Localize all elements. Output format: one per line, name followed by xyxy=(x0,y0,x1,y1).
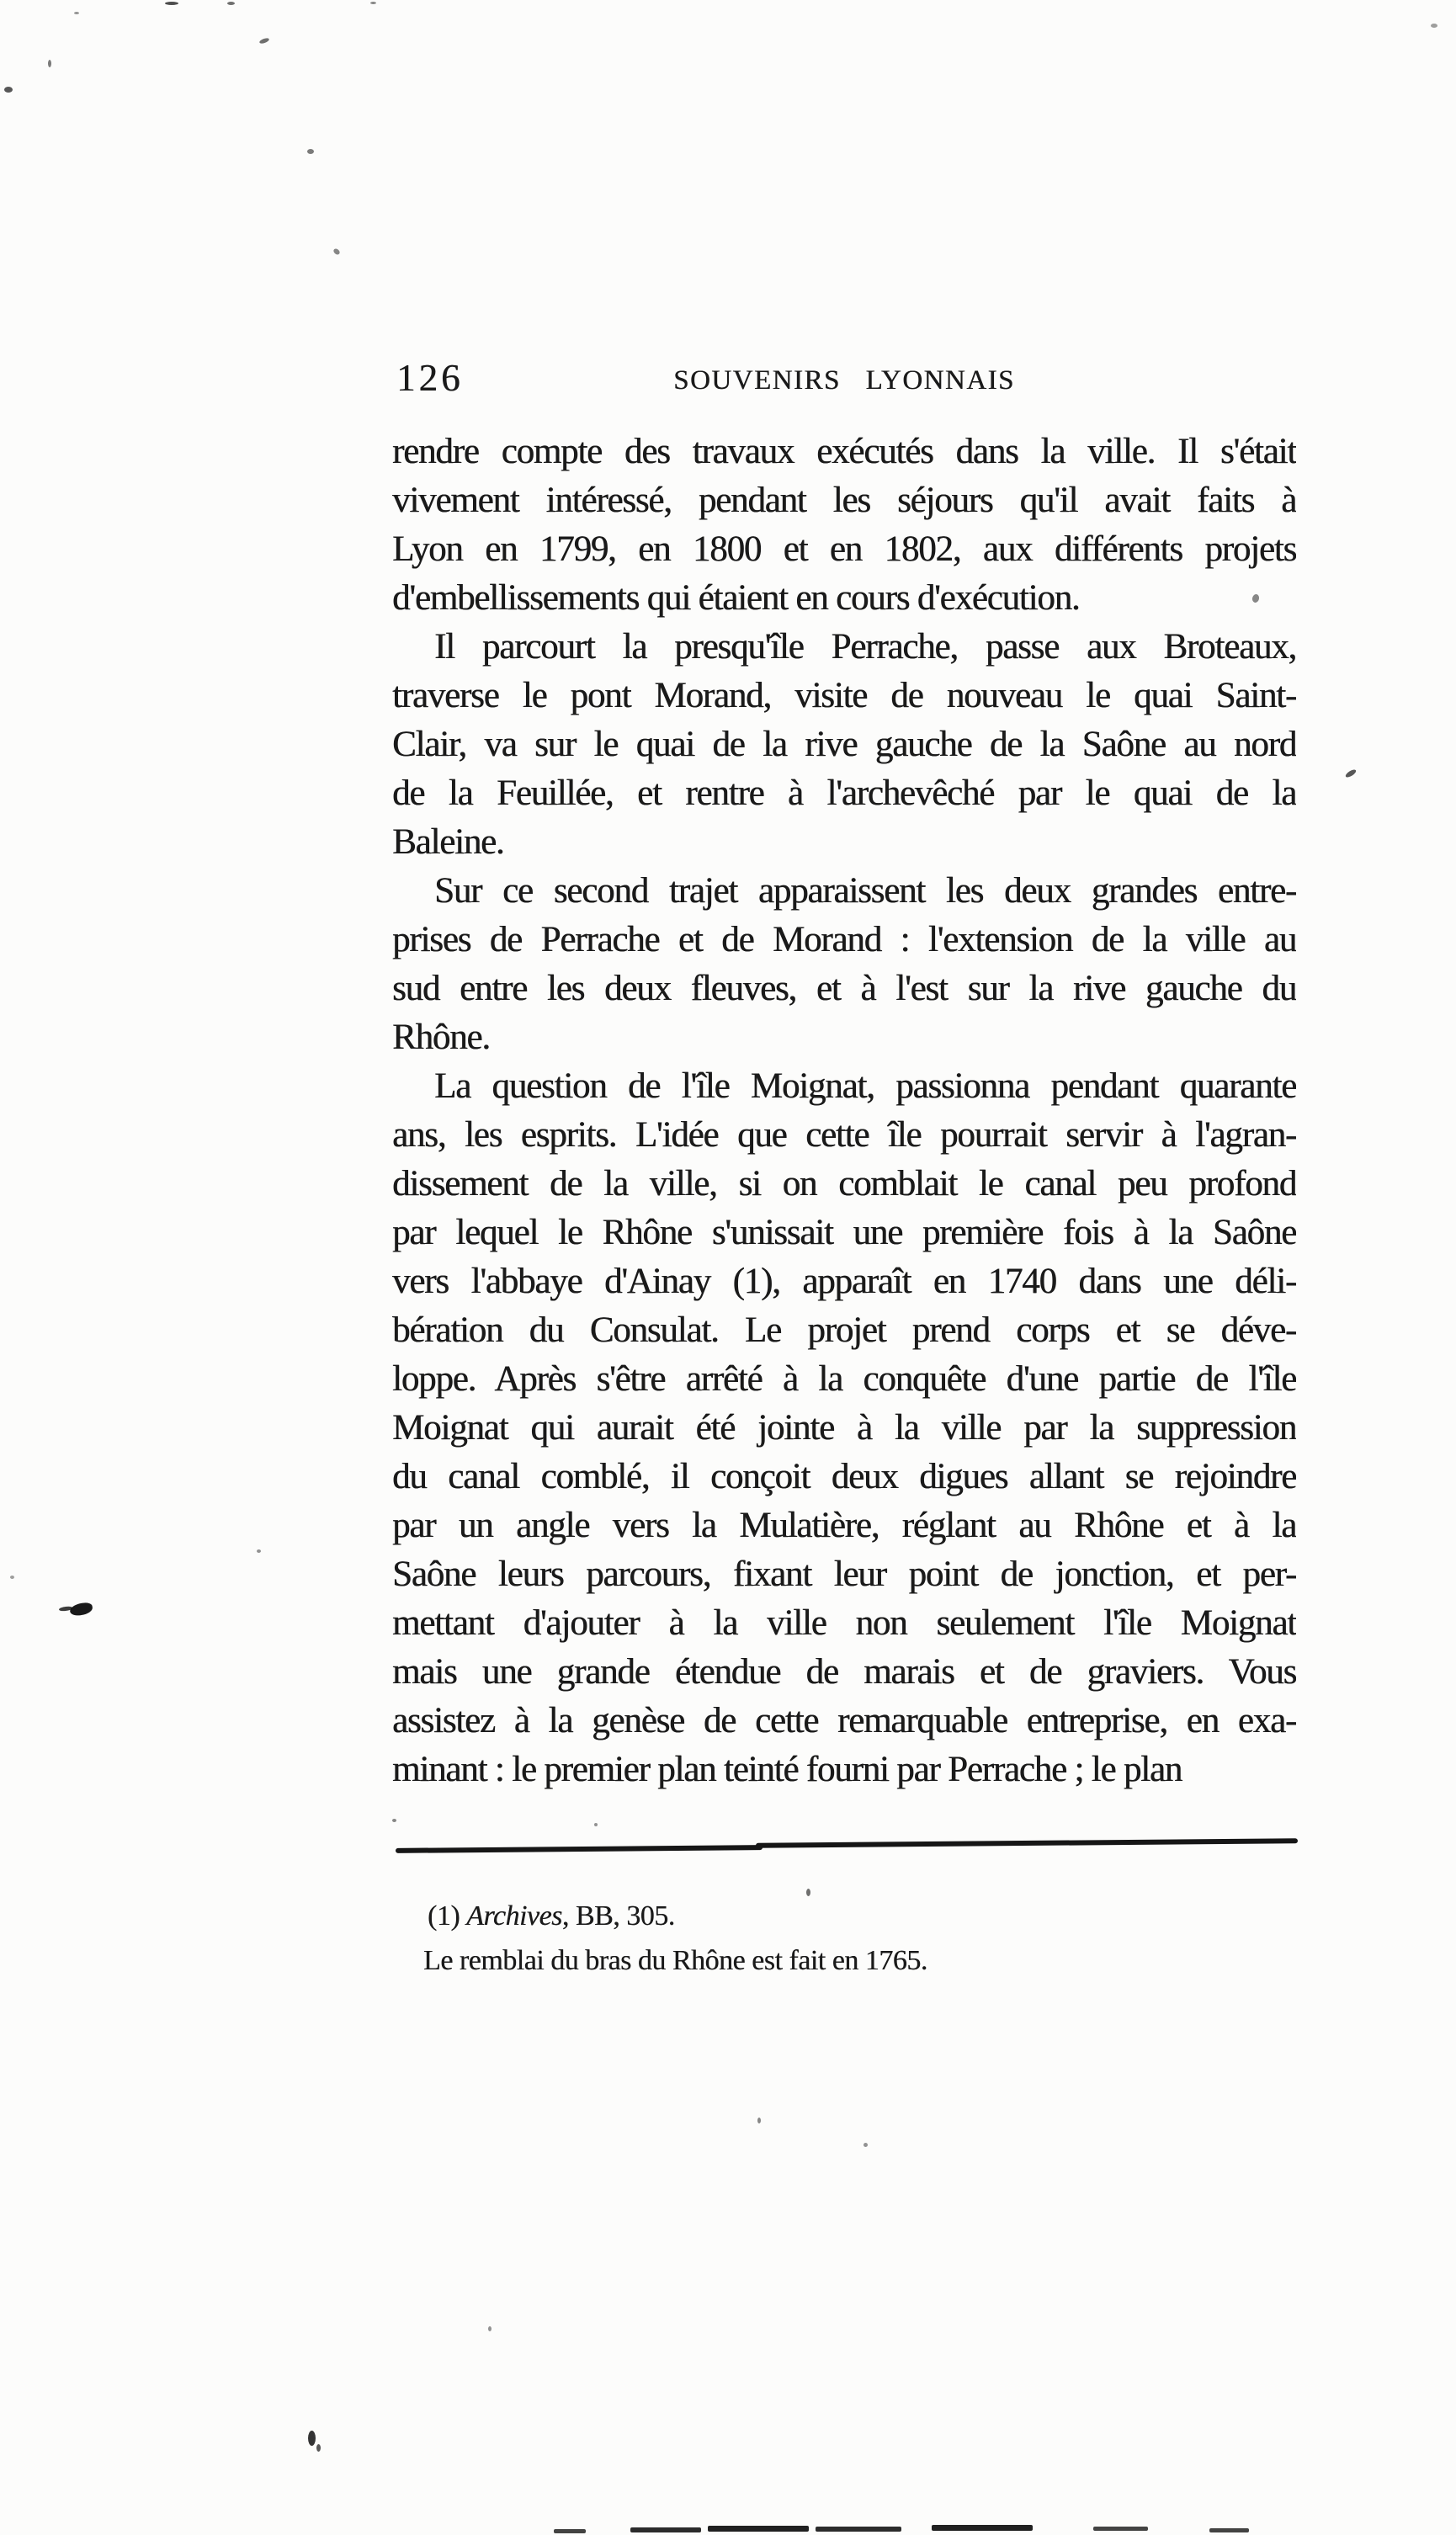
body-line: dissement de la ville, si on comblait le canal peu profond xyxy=(392,1164,1296,1204)
ink-speck xyxy=(488,2326,492,2331)
body-line: Clair, va sur le quai de la rive gauche de la Saône au nord xyxy=(392,725,1296,764)
body-line: traverse le pont Morand, visite de nouveau le quai Saint- xyxy=(392,676,1296,715)
scan-edge-dash xyxy=(1209,2528,1249,2532)
page-number: 126 xyxy=(396,357,464,399)
ink-speck xyxy=(10,1576,14,1579)
ink-speck xyxy=(259,37,270,45)
ink-blot xyxy=(69,1602,93,1617)
ink-speck xyxy=(308,2431,316,2446)
separator-segment xyxy=(396,1845,763,1853)
scan-edge-dash xyxy=(1093,2527,1148,2531)
ink-speck xyxy=(316,2444,321,2452)
ink-speck xyxy=(392,1819,396,1822)
body-line: prises de Perrache et de Morand : l'extension de la ville au xyxy=(392,920,1296,959)
ink-speck xyxy=(48,60,51,67)
body-line: Moignat qui aurait été jointe à la ville par la suppression xyxy=(392,1408,1296,1448)
separator-segment xyxy=(756,1838,1298,1848)
body-line: sud entre les deux fleuves, et à l'est sur la rive gauche du xyxy=(392,969,1296,1008)
footnote-line xyxy=(423,1938,1299,1983)
ink-speck xyxy=(864,2143,868,2147)
body-line: par lequel le Rhône s'unissait une première fois à la Saône xyxy=(392,1213,1296,1252)
body-line: assistez à la genèse de cette remarquable entreprise, en exa- xyxy=(392,1701,1296,1740)
scan-edge-dash xyxy=(630,2527,701,2532)
ink-speck xyxy=(74,12,79,14)
scan-edge-dash xyxy=(708,2526,809,2532)
scan-edge-dash xyxy=(932,2525,1033,2531)
ink-speck xyxy=(806,1889,810,1896)
footnote-text: Le remblai du bras du Rhône est fait en 1765. xyxy=(423,1945,927,1976)
body-line: d'embellissements qui étaient en cours d'exécution. xyxy=(392,578,1080,618)
ink-speck xyxy=(757,2118,761,2123)
body-line: Rhône. xyxy=(392,1018,490,1057)
footnote-text: , BB, 305. xyxy=(561,1900,675,1932)
ink-speck xyxy=(307,149,314,154)
ink-speck xyxy=(4,87,13,93)
body-line: vivement intéressé, pendant les séjours qu'il avait faits à xyxy=(392,481,1296,520)
body-line: mettant d'ajouter à la ville non seulement l'île Moignat xyxy=(392,1603,1296,1643)
ink-speck xyxy=(1344,768,1357,779)
ink-speck xyxy=(257,1549,261,1553)
footnote xyxy=(423,1894,1299,1983)
body-line: bération du Consulat. Le projet prend corps et se déve- xyxy=(392,1310,1296,1350)
body-line: Saône leurs parcours, fixant leur point de jonction, et per- xyxy=(392,1554,1296,1594)
body-line: mais une grande étendue de marais et de graviers. Vous xyxy=(392,1652,1296,1692)
body-line: du canal comblé, il conçoit deux digues allant se rejoindre xyxy=(392,1457,1296,1496)
running-header-title: SOUVENIRS LYONNAIS xyxy=(673,365,1015,396)
ink-speck xyxy=(594,1823,598,1826)
body-line: minant : le premier plan teinté fourni par Perrache ; le plan xyxy=(392,1750,1182,1789)
footnote-italic-text: Archives xyxy=(466,1900,562,1932)
ink-speck xyxy=(332,247,341,256)
body-line: La question de l'île Moignat, passionna pendant quarante xyxy=(434,1066,1296,1106)
body-text xyxy=(392,428,1296,1794)
body-line: Lyon en 1799, en 1800 et en 1802, aux différents projets xyxy=(392,529,1296,569)
body-line: Il parcourt la presqu'île Perrache, passe aux Broteaux, xyxy=(434,627,1296,667)
body-line: par un angle vers la Mulatière, réglant au Rhône et à la xyxy=(392,1506,1296,1545)
footnote-line xyxy=(423,1894,1299,1938)
body-line: Sur ce second trajet apparaissent les deux grandes entre- xyxy=(434,871,1296,911)
body-line: ans, les esprits. L'idée que cette île pourrait servir à l'agran- xyxy=(392,1115,1296,1155)
body-line: rendre compte des travaux exécutés dans la ville. Il s'était xyxy=(392,432,1296,471)
ink-speck xyxy=(227,2,235,5)
ink-speck xyxy=(165,2,178,5)
ink-speck xyxy=(370,2,376,4)
body-line: de la Feuillée, et rentre à l'archevêché par le quai de la xyxy=(392,773,1296,813)
body-line: Baleine. xyxy=(392,822,504,862)
footnote-text: (1) xyxy=(428,1900,467,1932)
scan-edge-dash xyxy=(816,2527,901,2532)
body-line: vers l'abbaye d'Ainay (1), apparaît en 1740 dans une déli- xyxy=(392,1262,1296,1301)
scan-edge-dash xyxy=(554,2529,586,2533)
ink-speck xyxy=(1431,24,1437,28)
body-line: loppe. Après s'être arrêté à la conquête d'une partie de l'île xyxy=(392,1359,1296,1399)
